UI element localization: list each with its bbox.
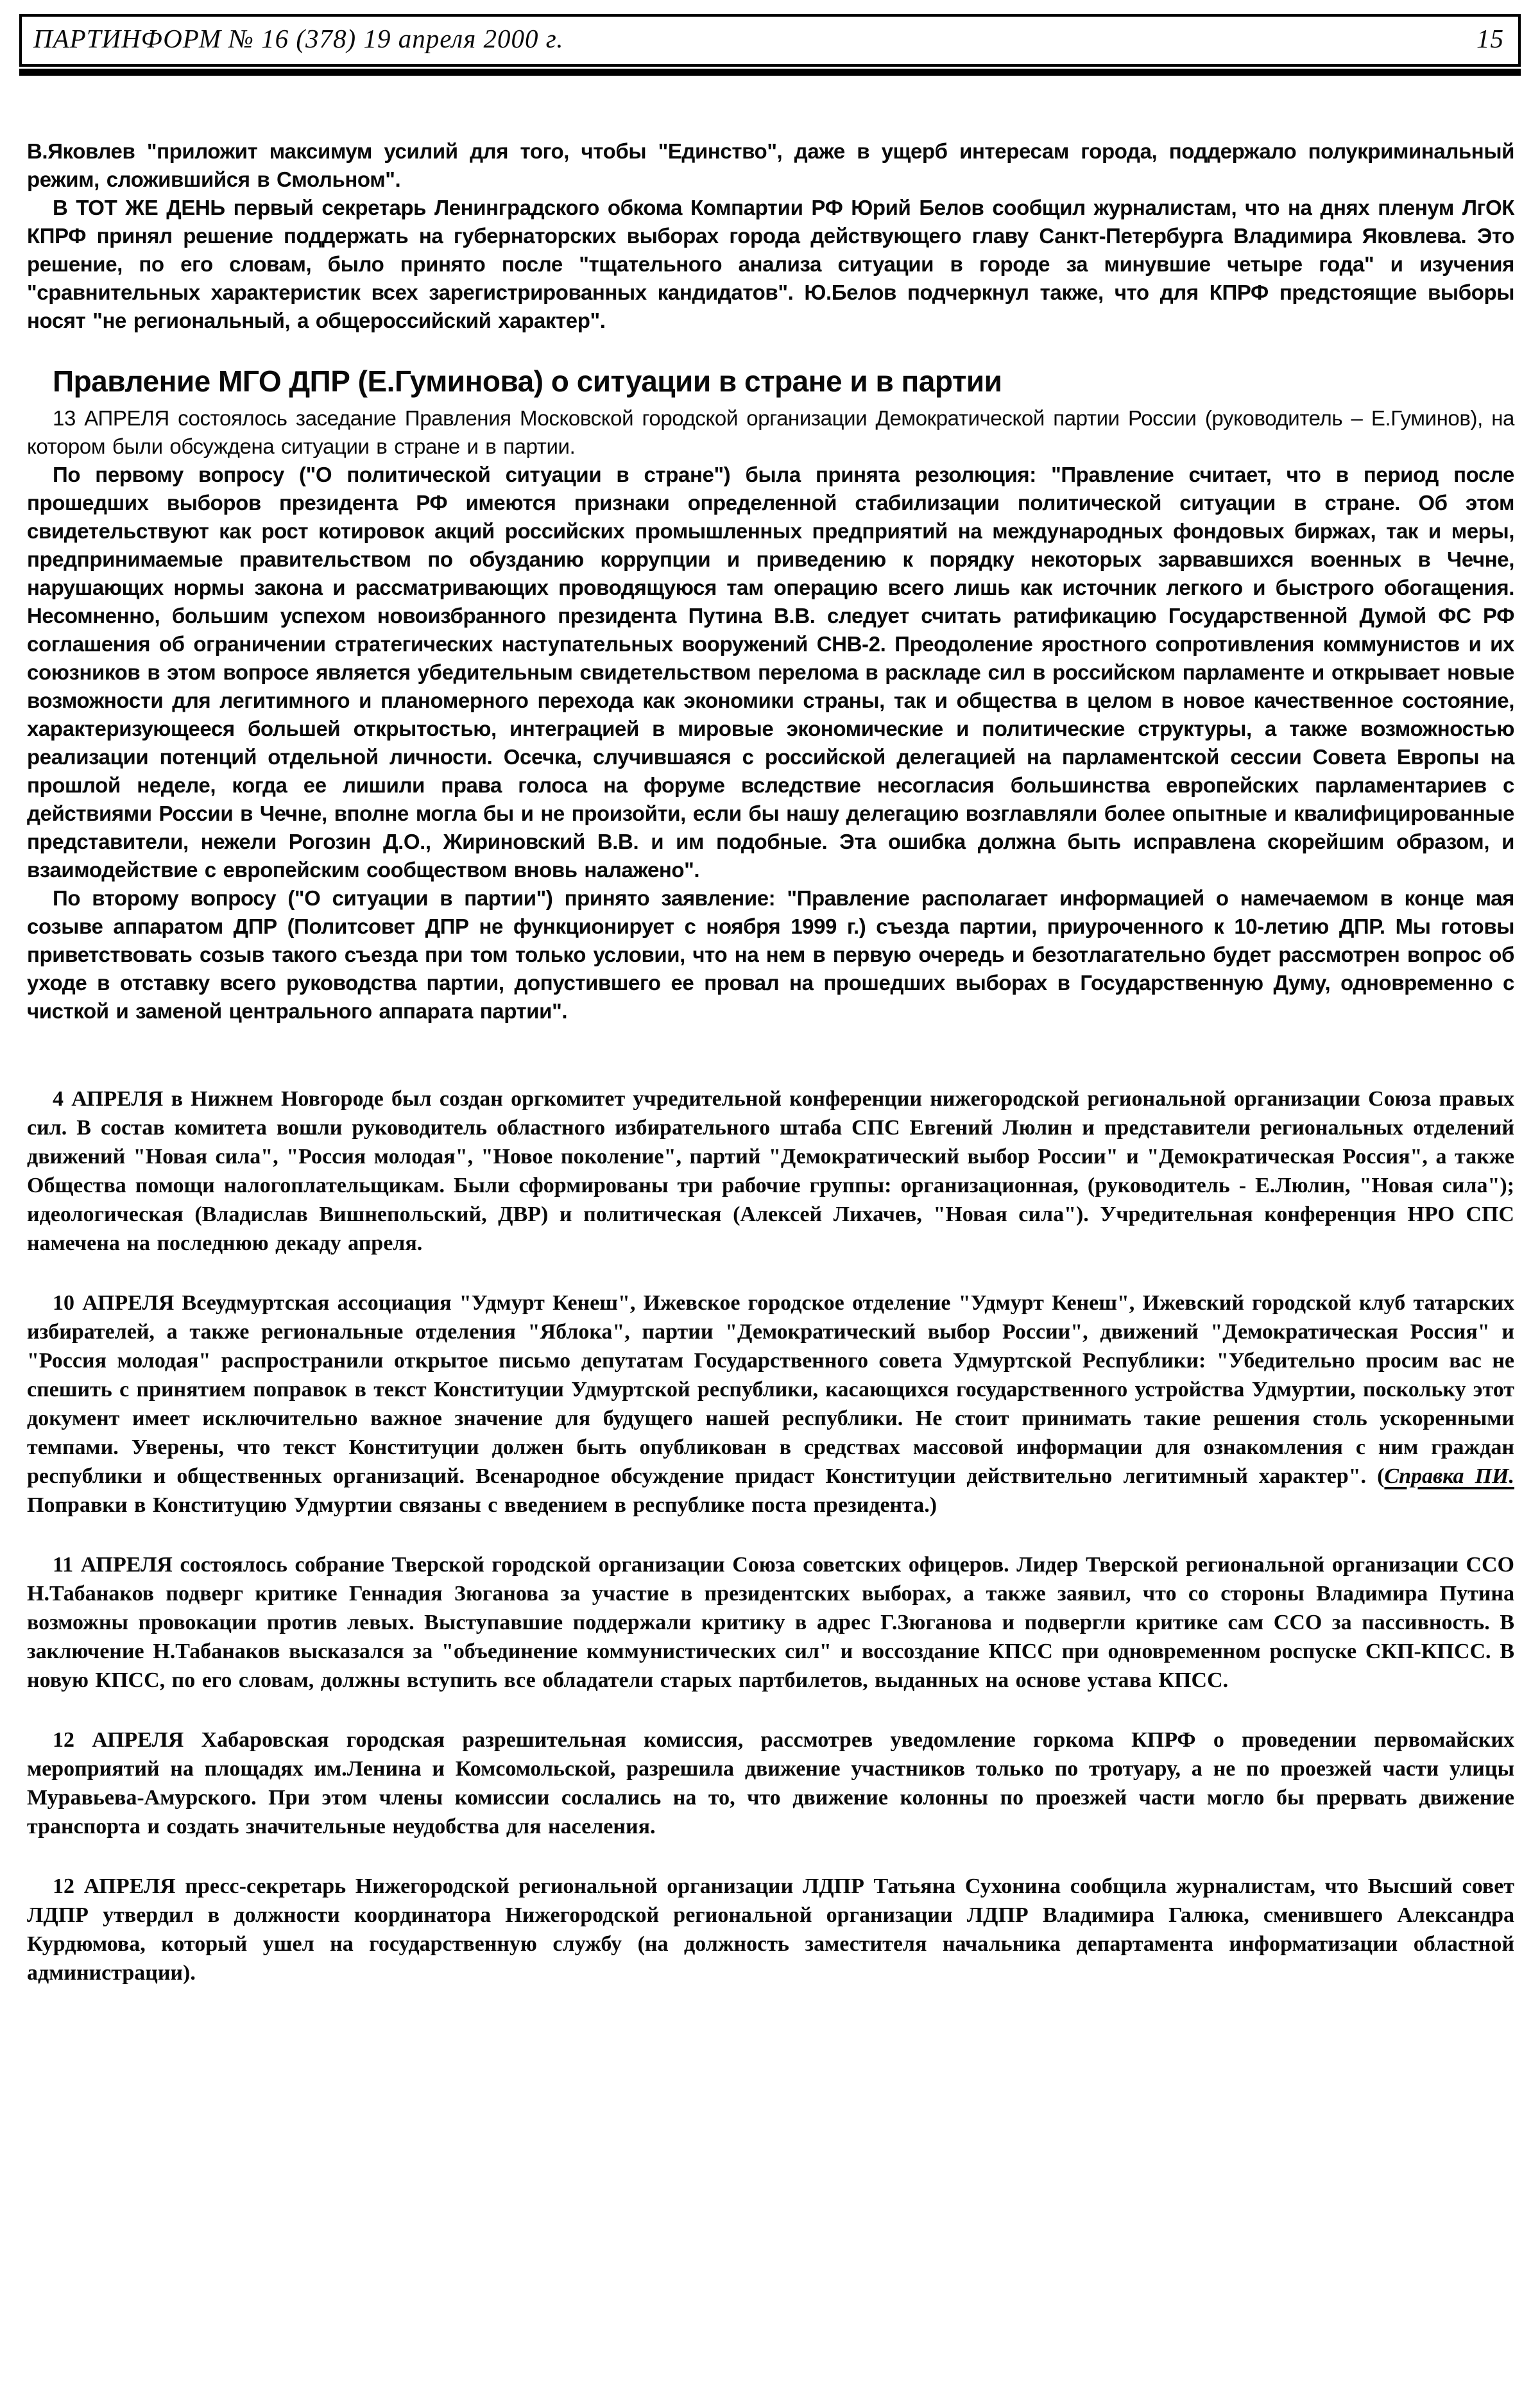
news-item-10-april-note-text: Поправки в Конституцию Удмуртии связаны с введением в республике поста президента.)	[27, 1493, 937, 1517]
page-number: 15	[1476, 24, 1504, 53]
paragraph-yakovlev-quote: В.Яковлев "приложит максимум усилий для того, чтобы "Единство", даже в ущерб интересам города, поддержало полукриминальный режим, сложившийся в Смольном".	[27, 139, 1514, 191]
news-item-4-april: 4 АПРЕЛЯ в Нижнем Новгороде был создан оргкомитет учредительной конференции нижегородской региональной организации Союза правых сил. В состав комитета вошли руководитель областного избирательного штаба СПС Евгений Люлин и представители региональных отделений движений "Новая сила", "Россия молодая", "Новое поколение", партий "Демократический выбор России" и "Демократическая Россия", а также Общества помощи налогоплательщикам. Были сформированы три рабочие группы: организационная, (руководитель - Е.Люлин, "Новая сила"); идеологическая (Владислав Вишнепольский, ДВР) и политическая (Алексей Лихачев, "Новая сила"). Учредительная конференция НРО СПС намечена на последнюю декаду апреля.	[27, 1087, 1514, 1255]
paragraph-first-question: По первому вопросу ("О политической ситуации в стране") была принята резолюция: "Правление считает, что в период после прошедших выборов президента РФ имеются признаки определенной стабилизации политической ситуации в стране. Об этом свидетельствуют как рост котировок акций российских промышленных предприятий на международных фондовых биржах, так и меры, предпринимаемые правительством по обузданию коррупции и приведению к порядку некоторых зарвавшихся военных в Чечне, нарушающих нормы закона и рассматривающих проводящуюся там операцию всего лишь как источник легкого и быстрого обогащения. Несомненно, большим успехом новоизбранного президента Путина В.В. следует считать ратификацию Государственной Думой ФС РФ соглашения об ограничении стратегических наступательных вооружений СНВ-2. Преодоление яростного сопротивления коммунистов и их союзников в этом вопросе является убедительным свидетельством перелома в раскладе сил в российском парламенте и открывает новые возможности для легитимного и планомерного перехода как экономики страны, так и общества в целом в новое качественное состояние, характеризующееся большей открытостью, интеграцией в мировые экономические и политические структуры, а также возможностью реализации потенций отдельной личности. Осечка, случившаяся с российской делегацией на парламентской сессии Совета Европы на прошлой неделе, когда ее лишили права голоса на форуме вследствие несогласия большинства европейских парламентариев с действиями России в Чечне, вполне могла бы и не произойти, если бы нашу делегацию возглавляли более опытные и квалифицированные представители, нежели Рогозин Д.О., Жириновский В.В. и им подобные. Эта ошибка должна быть исправлена скорейшим образом, и взаимодействие с европейским сообществом вновь налажено".	[27, 463, 1514, 882]
news-item-12-april-ldpr: 12 АПРЕЛЯ пресс-секретарь Нижегородской региональной организации ЛДПР Татьяна Сухонина сообщила журналистам, что Высший совет ЛДПР утвердил в должности координатора Нижегородской региональной организации ЛДПР Владимира Галюка, сменившего Александра Курдюмова, который ушел на государственную службу (на должность заместителя начальника департамента информатизации областной администрации).	[27, 1874, 1514, 1985]
news-item-10-april-text: 10 АПРЕЛЯ Всеудмуртская ассоциация "Удмурт Кенеш", Ижевское городское отделение "Удмурт Кенеш", Ижевский городской клуб татарских избирателей, а также региональные отделения "Яблока", партии "Демократический выбор России", движений "Демократическая Россия" и "Россия молодая" распространили открытое письмо депутатам Государственного совета Удмуртской Республики: "Убедительно просим вас не спешить с принятием поправок в текст Конституции Удмуртской республики, касающихся государственного устройства Удмуртии, поскольку этот документ имеет исключительно важное значение для будущего нашей республики. Не стоит принимать такие решения столь ускоренными темпами. Уверены, что текст Конституции должен быть опубликован в средствах массовой информации для ознакомления с ним граждан республики и общественных организаций. Всенародное обсуждение придаст Конституции действительно легитимный характер". (	[27, 1291, 1514, 1488]
spravka-pi-reference: Справка ПИ.	[1384, 1464, 1514, 1488]
news-item-11-april: 11 АПРЕЛЯ состоялось собрание Тверской городской организации Союза советских офицеров. Лидер Тверской региональной организации ССО Н.Табанаков подверг критике Геннадия Зюганова за участие в президентских выборах, а также заявил, что со стороны Владимира Путина возможны провокации против левых. Выступавшие поддержали критику в адрес Г.Зюганова и подвергли критике сам ССО за пассивность. В заключение Н.Табанаков высказался за "объединение коммунистических сил" и воссоздание КПСС при одновременном роспуске СКП-КПСС. В новую КПСС, по его словам, должны вступить все обладатели старых партбилетов, выданных на основе устава КПСС.	[27, 1553, 1514, 1692]
paragraph-same-day-belov: В ТОТ ЖЕ ДЕНЬ первый секретарь Ленинградского обкома Компартии РФ Юрий Белов сообщил журналистам, что на днях пленум ЛгОК КПРФ принял решение поддержать на губернаторских выборах города действующего главу Санкт-Петербурга Владимира Яковлева. Это решение, по его словам, было принято после "тщательного анализа ситуации в городе за минувшие четыре года" и изучения "сравнительных характеристик всех зарегистрированных кандидатов". Ю.Белов подчеркнул также, что для КПРФ предстоящие выборы носят "не региональный, а общероссийский характер".	[27, 196, 1514, 332]
news-item-10-april	[27, 1289, 1514, 1520]
paragraph-13-april: 13 АПРЕЛЯ состоялось заседание Правления Московской городской организации Демократической партии России (руководитель – Е.Гуминов), на котором были обсуждена ситуации в стране и в партии.	[27, 406, 1514, 458]
news-item-12-april-khabarovsk: 12 АПРЕЛЯ Хабаровская городская разрешительная комиссия, рассмотрев уведомление горкома КПРФ о проведении первомайских мероприятий на площадях им.Ленина и Комсомольской, разрешила движение участников только по тротуару, а не по проезжей части улицы Муравьева-Амурского. При этом члены комиссии сослались на то, что движение колонны по проезжей части могло бы прервать движение транспорта и создать значительные неудобства для населения.	[27, 1728, 1514, 1838]
section-title-dpr: Правление МГО ДПР (Е.Гуминова) о ситуации в стране и в партии	[53, 364, 1002, 398]
masthead-rule	[19, 69, 1521, 76]
news-briefs	[27, 1084, 1514, 1987]
masthead	[19, 14, 1521, 67]
article-body	[19, 137, 1521, 1987]
newsletter-title: ПАРТИНФОРМ № 16 (378) 19 апреля 2000 г.	[33, 24, 564, 53]
paragraph-second-question: По второму вопросу ("О ситуации в партии") принято заявление: "Правление располагает информацией о намечаемом в конце мая созыве аппаратом ДПР (Политсовет ДПР не функционирует с ноября 1999 г.) съезда партии, приуроченного к 10-летию ДПР. Мы готовы приветствовать созыв такого съезда при том только условии, что на нем в первую очередь и безотлагательно будет рассмотрен вопрос об уходе в отставку всего руководства партии, допустившего ее провал на прошедших выборах в Государственную Думу, одновременно с чисткой и заменой центрального аппарата партии".	[27, 886, 1514, 1023]
